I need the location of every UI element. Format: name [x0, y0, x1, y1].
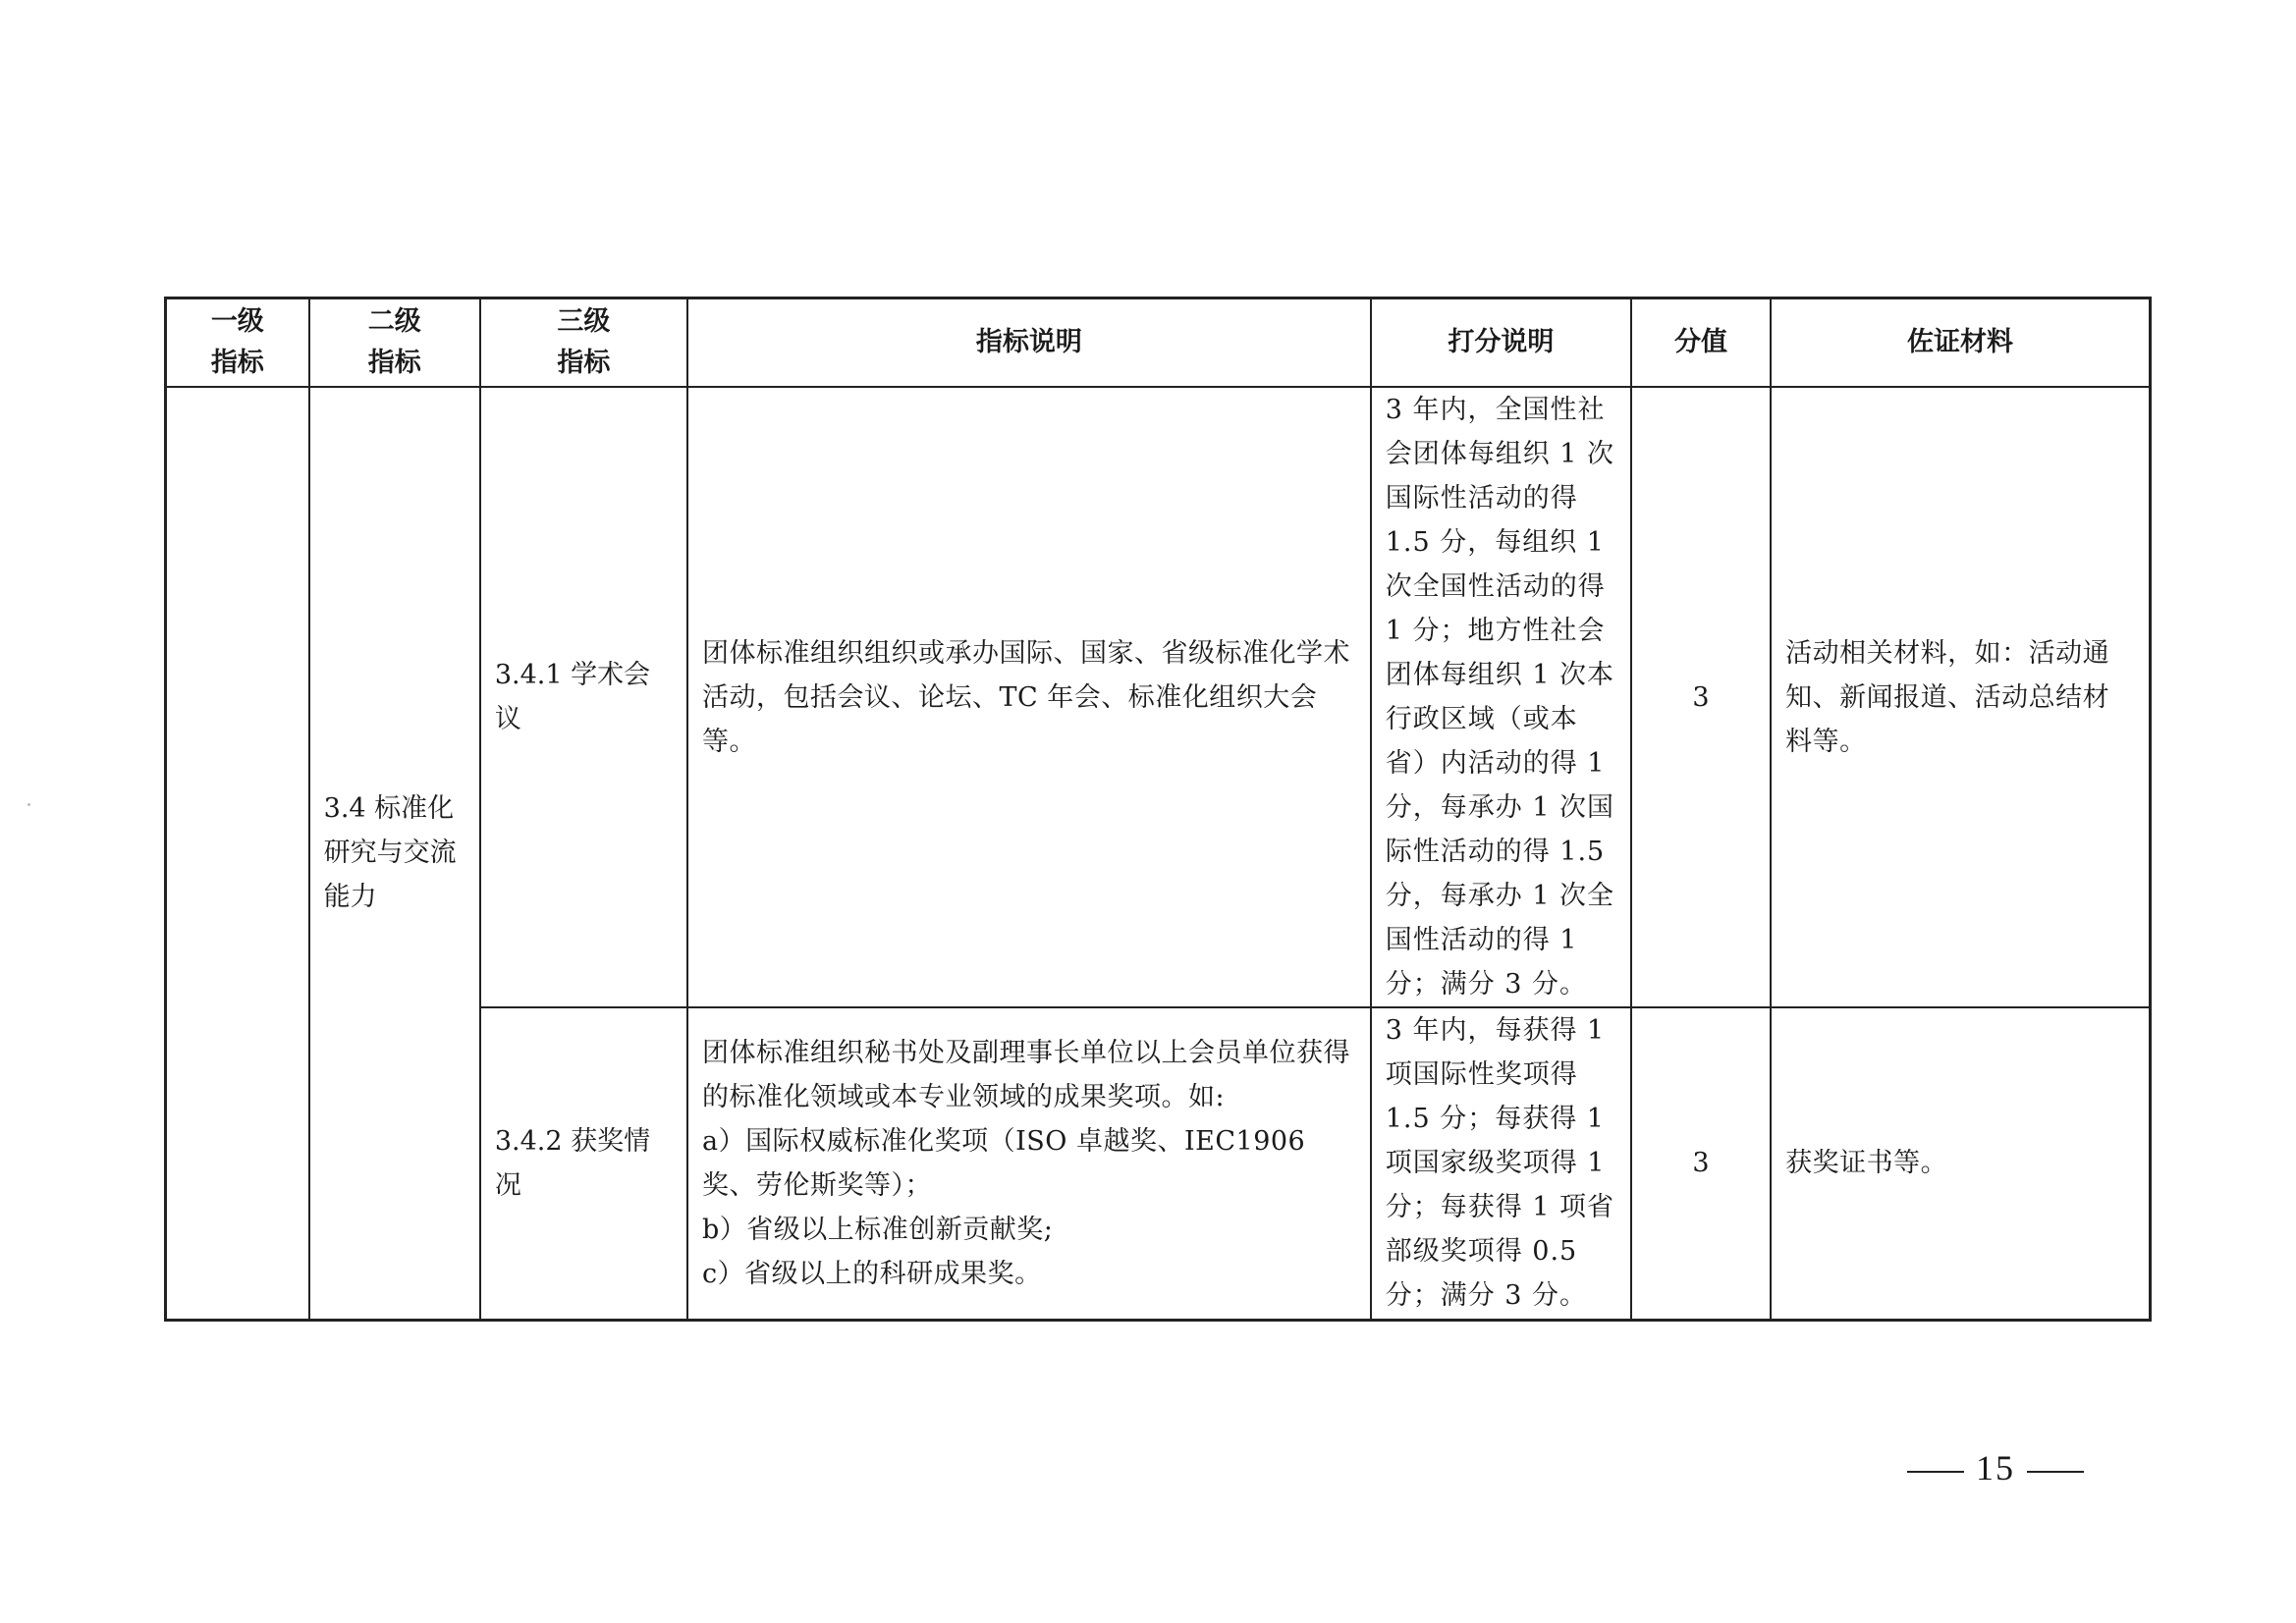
indicator-table	[164, 297, 2152, 1322]
level1-cell	[166, 387, 309, 1320]
level2-cell: 3.4 标准化研究与交流能力	[309, 387, 480, 1320]
header-level2: 二级 指标	[309, 298, 480, 388]
level3-cell: 3.4.1 学术会议	[480, 387, 687, 1007]
dash-left	[1907, 1471, 1964, 1473]
header-row	[166, 298, 2151, 388]
header-scoring: 打分说明	[1371, 298, 1631, 388]
evidence-cell: 活动相关材料，如：活动通知、新闻报道、活动总结材料等。	[1771, 387, 2150, 1007]
table-row	[166, 387, 2151, 1007]
score-cell: 3	[1631, 387, 1771, 1007]
score-cell: 3	[1631, 1007, 1771, 1320]
header-description: 指标说明	[687, 298, 1371, 388]
scoring-cell: 3 年内，全国性社会团体每组织 1 次国际性活动的得 1.5 分，每组织 1 次全国性活动的得 1 分；地方性社会团体每组织 1 次本行政区域（或本省）内活动的得 1 分，每承办 1 次国际性活动的得 1.5 分，每承办 1 次全国性活动的得 1 分；满分 3 分。	[1371, 387, 1631, 1007]
header-score: 分值	[1631, 298, 1771, 388]
description-item: c）省级以上的科研成果奖。	[702, 1258, 1042, 1289]
description-item: a）国际权威标准化奖项（ISO 卓越奖、IEC1906 奖、劳伦斯奖等）；	[702, 1125, 1306, 1201]
scan-speck	[27, 803, 30, 806]
description-item: b）省级以上标准创新贡献奖;	[702, 1214, 1054, 1245]
page-number: 15	[1895, 1447, 2096, 1488]
level3-cell: 3.4.2 获奖情况	[480, 1007, 687, 1320]
header-evidence: 佐证材料	[1771, 298, 2150, 388]
evidence-cell: 获奖证书等。	[1771, 1007, 2150, 1320]
description-cell: 团体标准组织组织或承办国际、国家、省级标准化学术活动，包括会议、论坛、TC 年会、标准化组织大会等。	[687, 387, 1371, 1007]
header-level3: 三级 指标	[480, 298, 687, 388]
header-level1: 一级 指标	[166, 298, 309, 388]
description-cell	[687, 1007, 1371, 1320]
scoring-cell: 3 年内，每获得 1 项国际性奖项得 1.5 分；每获得 1 项国家级奖项得 1 分；每获得 1 项省部级奖项得 0.5分；满分 3 分。	[1371, 1007, 1631, 1320]
dash-right	[2027, 1471, 2084, 1473]
description-intro: 团体标准组织秘书处及副理事长单位以上会员单位获得的标准化领域或本专业领域的成果奖项。如:	[702, 1037, 1351, 1112]
